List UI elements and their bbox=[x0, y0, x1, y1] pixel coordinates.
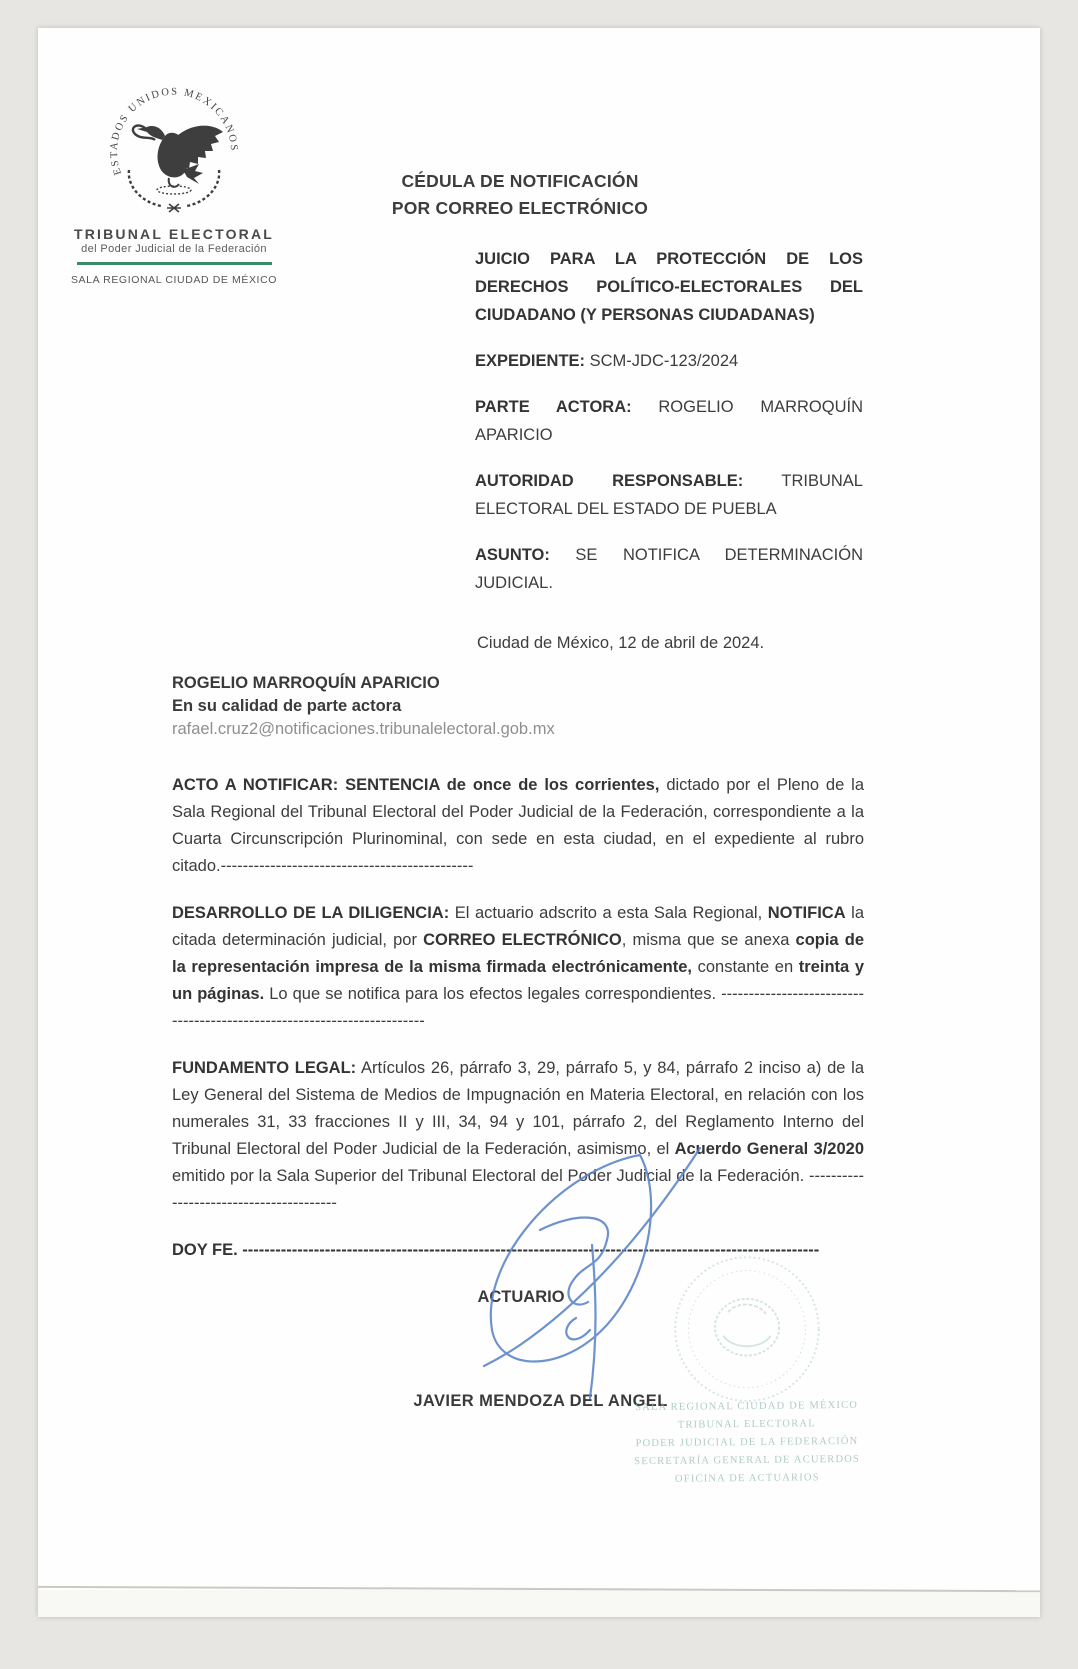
addressee-name: ROGELIO MARROQUÍN APARICIO bbox=[172, 674, 440, 692]
expediente-line bbox=[475, 347, 863, 375]
mexican-coat-of-arms-icon bbox=[99, 74, 249, 224]
asunto-value: SE NOTIFICA DETERMINACIÓN JUDICIAL. bbox=[475, 546, 864, 592]
document-title-line2: POR CORREO ELECTRÓNICO bbox=[391, 198, 649, 218]
case-data-block bbox=[475, 245, 863, 615]
scan-bottom-strip bbox=[38, 1590, 1040, 1617]
document-body bbox=[172, 772, 864, 1415]
date-line: Ciudad de México, 12 de abril de 2024. bbox=[477, 634, 765, 652]
asunto-label: ASUNTO: bbox=[475, 546, 550, 564]
expediente-value: SCM-JDC-123/2024 bbox=[589, 352, 739, 370]
document-title-line1: CÉDULA DE NOTIFICACIÓN bbox=[401, 171, 639, 191]
org-unit: SALA REGIONAL CIUDAD DE MÉXICO bbox=[70, 274, 278, 286]
signer-name: JAVIER MENDOZA DEL ANGEL bbox=[413, 1392, 668, 1410]
asunto-line bbox=[475, 541, 863, 597]
autoridad-label: AUTORIDAD RESPONSABLE: bbox=[475, 472, 744, 490]
addressee-block bbox=[172, 672, 864, 741]
parte-actora-value: ROGELIO MARROQUÍN APARICIO bbox=[475, 398, 863, 444]
seal-text-line: PODER JUDICIAL DE LA FEDERACIÓN bbox=[635, 1435, 859, 1450]
org-name: TRIBUNAL ELECTORAL bbox=[73, 226, 275, 242]
expediente-label: EXPEDIENTE: bbox=[475, 352, 586, 370]
addressee-email: rafael.cruz2@notificaciones.tribunalelectoral.gob.mx bbox=[172, 720, 555, 738]
addressee-capacity: En su calidad de parte actora bbox=[172, 697, 402, 715]
parte-actora-label: PARTE ACTORA: bbox=[475, 398, 632, 416]
emblem-motto-text: ESTADOS UNIDOS MEXICANOS bbox=[108, 86, 240, 177]
org-subtitle: del Poder Judicial de la Federación bbox=[81, 243, 267, 255]
green-divider bbox=[77, 262, 272, 265]
doy-fe-line: DOY FE. --------------------------------------------------------------------------------------------------------- bbox=[172, 1241, 820, 1259]
paragraph-fundamento-legal: FUNDAMENTO LEGAL: Artículos 26, párrafo 3, 29, párrafo 5, y 84, párrafo 2 inciso a) de la Ley General del Sistema de Medios de Impugnación en Materia Electoral, en relación con los numerales 31, 33 fracciones II y III, 34, 94 y 101, párrafo 2, del Reglamento Interno del Tribunal Electoral del Poder Judicial de la Federación, asimismo, el Acuerdo General 3/2020 emitido por la Sala Superior del Tribunal Electoral del Poder Judicial de la Federación. ---------------------------------------- bbox=[172, 1059, 865, 1212]
paragraph-acto-a-notificar: ACTO A NOTIFICAR: SENTENCIA de once de los corrientes, dictado por el Pleno de la Sala Regional del Tribunal Electoral del Poder Judicial de la Federación, correspondiente a la Cuarta Circunscripción Plurinominal, con sede en esta ciudad, en el expediente al rubro citado.---------------------------------------------- bbox=[172, 776, 864, 875]
document-title bbox=[370, 168, 670, 222]
parte-actora-line bbox=[475, 393, 863, 449]
autoridad-line bbox=[475, 467, 863, 523]
seal-text-line: SECRETARÍA GENERAL DE ACUERDOS bbox=[634, 1453, 861, 1468]
scanned-document-page bbox=[38, 28, 1040, 1617]
case-type: JUICIO PARA LA PROTECCIÓN DE LOS DERECHOS POLÍTICO-ELECTORALES DEL CIUDADANO (Y PERSONAS CIUDADANAS) bbox=[475, 250, 863, 324]
signer-role: ACTUARIO bbox=[477, 1288, 565, 1306]
seal-text-line: OFICINA DE ACTUARIOS bbox=[674, 1472, 820, 1485]
seal-text-line: TRIBUNAL ELECTORAL bbox=[677, 1418, 816, 1431]
tribunal-letterhead bbox=[63, 74, 285, 286]
seal-text-line: SALA REGIONAL CIUDAD DE MÉXICO bbox=[635, 1399, 859, 1414]
autoridad-value: TRIBUNAL ELECTORAL DEL ESTADO DE PUEBLA bbox=[475, 472, 863, 518]
paragraph-desarrollo-diligencia: DESARROLLO DE LA DILIGENCIA: El actuario adscrito a esta Sala Regional, NOTIFICA la citada determinación judicial, por CORREO ELECTRÓNICO, misma que se anexa copia de la representación impresa de la misma firmada electrónicamente, constante en treinta y un páginas. Lo que se notifica para los efectos legales correspondientes. ------------------------------------------------------------------------ bbox=[172, 904, 865, 1030]
